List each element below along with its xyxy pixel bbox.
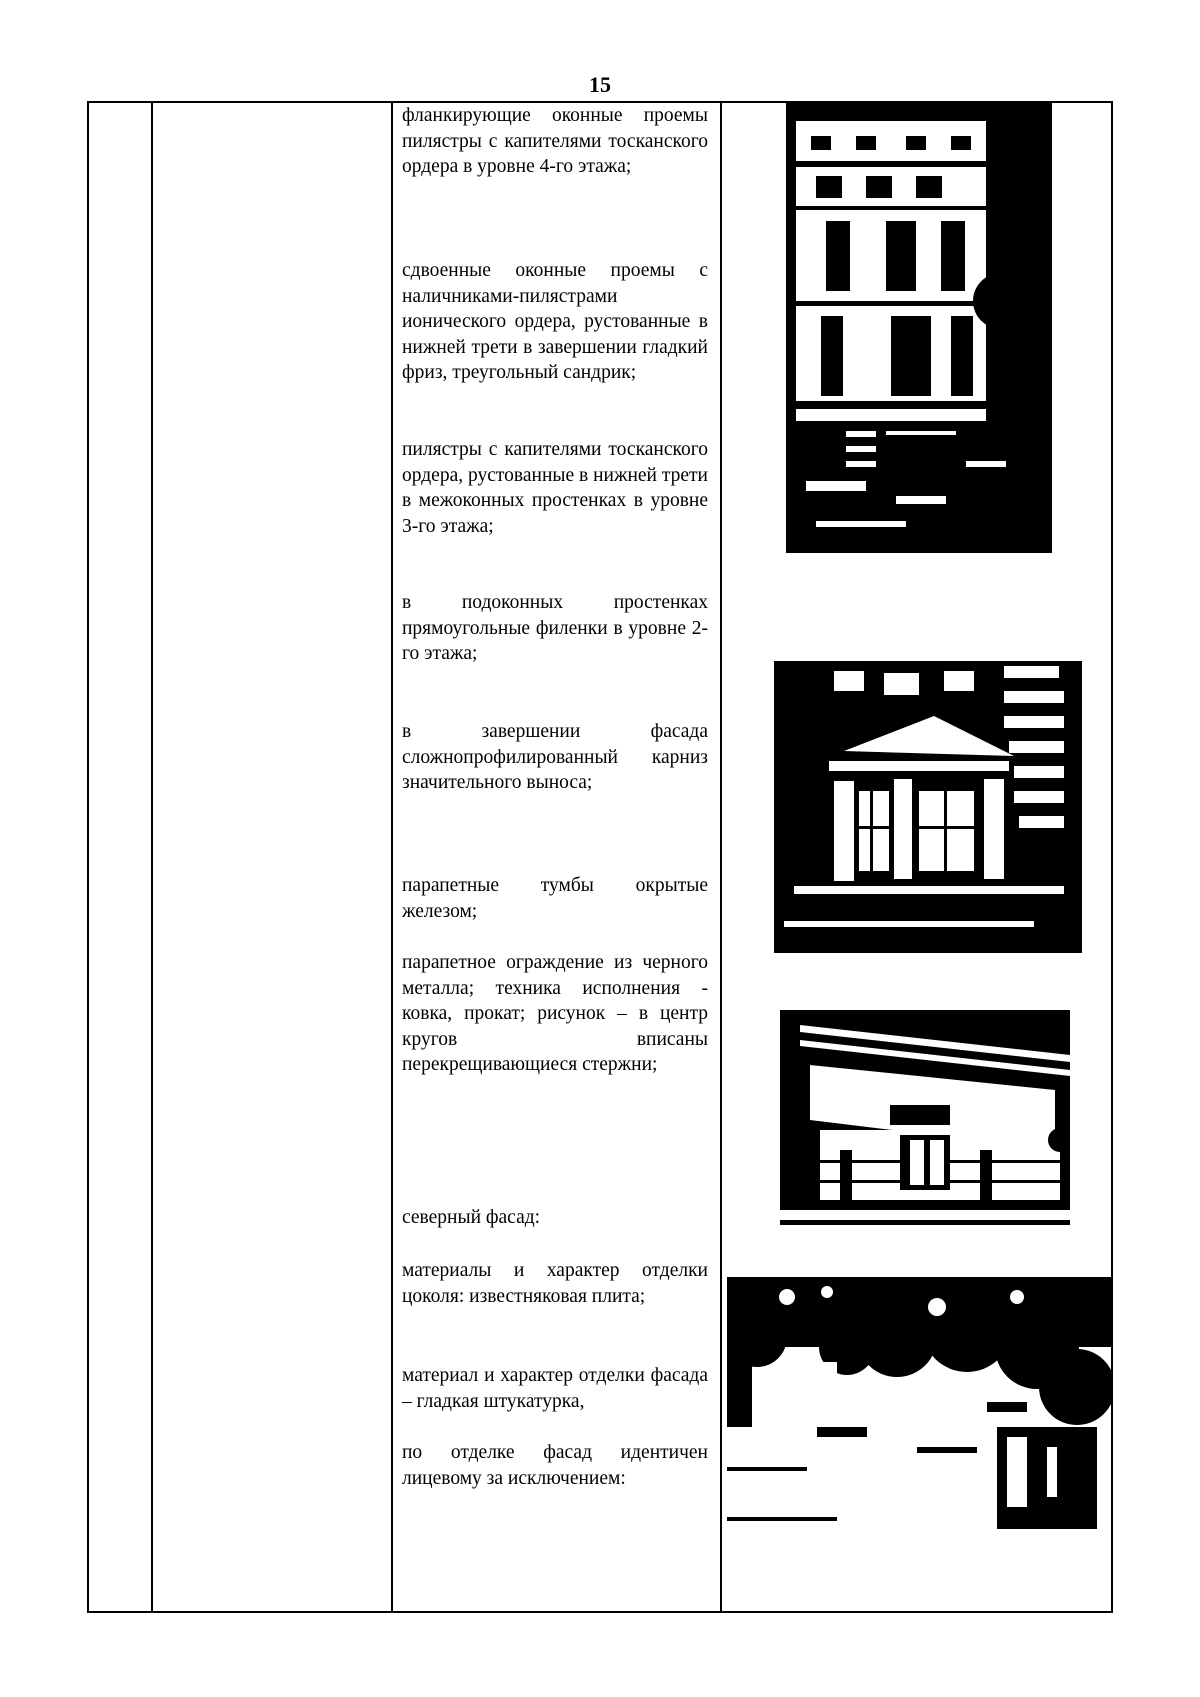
page-number: 15: [589, 72, 611, 97]
facade-upper-floors-photo: [786, 101, 1052, 553]
description-paragraph: пилястры с капителями тосканского ордера, рустованные в нижней трети в межоконных простенках в уровне 3-го этажа;: [402, 439, 708, 537]
column-divider-1: [151, 101, 153, 1613]
description-paragraph: фланкирующие оконные проемы пилястры с капителями тосканского ордера в уровне 4-го этажа;: [402, 105, 708, 177]
description-paragraph: парапетное ограждение из черного металла; техника исполнения - ковка, прокат; рисунок – в центр кругов вписаны перекрещивающиеся стержни;: [402, 952, 708, 1075]
paired-windows-pediment-photo: [774, 661, 1082, 953]
description-paragraph: материалы и характер отделки цоколя: известняковая плита;: [402, 1260, 708, 1307]
description-paragraph: в завершении фасада сложнопрофилированный карниз значительного выноса;: [402, 721, 708, 793]
description-paragraph: в подоконных простенках прямоугольные филенки в уровне 2-го этажа;: [402, 592, 708, 664]
cornice-detail-photo: [780, 1010, 1070, 1225]
description-paragraph: по отделке фасад идентичен лицевому за исключением:: [402, 1442, 708, 1489]
description-paragraph: материал и характер отделки фасада – гладкая штукатурка,: [402, 1365, 708, 1412]
description-paragraph: сдвоенные оконные проемы с наличниками-пилястрами ионического ордера, рустованные в нижней трети в завершении гладкий фриз, треугольный сандрик;: [402, 260, 708, 383]
description-paragraph: парапетные тумбы окрытые железом;: [402, 875, 708, 922]
column-divider-2: [391, 101, 393, 1613]
description-paragraph: северный фасад:: [402, 1207, 541, 1228]
north-facade-trees-photo: [727, 1277, 1111, 1529]
column-divider-3: [720, 101, 722, 1613]
